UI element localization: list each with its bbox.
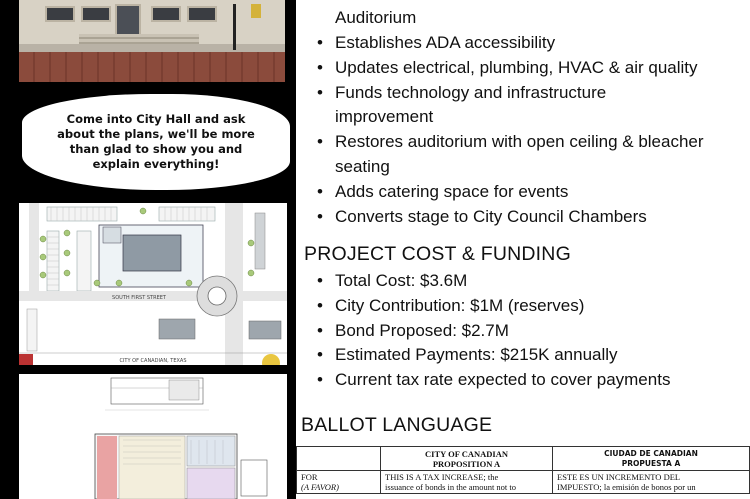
cost-item: • Current tax rate expected to cover payments xyxy=(314,368,670,393)
left-column xyxy=(0,0,296,499)
city-hall-photo xyxy=(19,0,285,82)
street-label: SOUTH FIRST STREET xyxy=(112,295,166,301)
feature-item: • Converts stage to City Council Chambers xyxy=(314,205,750,230)
ballot-text-english xyxy=(381,471,553,494)
ballot-header-spanish-line1: CIUDAD DE CANADIAN xyxy=(604,449,698,458)
cost-item: • City Contribution: $1M (reserves) xyxy=(314,294,670,319)
ballot-text-spanish-line2: IMPUESTO; la emisión de bonos por un xyxy=(557,482,696,492)
ballot-for-cell xyxy=(297,471,381,494)
feature-item: • Restores auditorium with open ceiling & bleacher seating xyxy=(314,130,750,180)
ballot-for-label-spanish: (A FAVOR) xyxy=(301,482,339,492)
ballot-header-english-line2: PROPOSITION A xyxy=(432,459,501,469)
ballot-header-spanish-line2: PROPUESTA A xyxy=(621,459,681,468)
ballot-header-english xyxy=(381,447,553,471)
ballot-header-english-line1: CITY OF CANADIAN xyxy=(425,449,508,459)
floor-plan-drawing xyxy=(19,374,287,499)
callout-bubble xyxy=(22,94,290,190)
ballot-empty-cell xyxy=(297,447,381,471)
callout-text: Come into City Hall and ask about the plans, we'll be more than glad to show you and explain everything! xyxy=(57,112,255,171)
ballot-text-spanish xyxy=(553,471,750,494)
ballot-header-spanish xyxy=(553,447,750,471)
cost-item: • Estimated Payments: $215K annually xyxy=(314,343,670,368)
feature-item: • Establishes ADA accessibility xyxy=(314,31,750,56)
ballot-text-english-line1: THIS IS A TAX INCREASE; the xyxy=(385,472,499,482)
cost-item: • Total Cost: $3.6M xyxy=(314,269,670,294)
ballot-table xyxy=(296,446,750,494)
right-column xyxy=(296,0,750,499)
feature-item: • Updates electrical, plumbing, HVAC & air quality xyxy=(314,56,750,81)
cost-list xyxy=(314,269,670,393)
ballot-section-title: BALLOT LANGUAGE xyxy=(301,414,493,436)
ballot-text-spanish-line1: ESTE ES UN INCREMENTO DEL xyxy=(557,472,681,482)
ballot-for-label: FOR xyxy=(301,472,318,482)
cost-item: • Bond Proposed: $2.7M xyxy=(314,319,670,344)
feature-item: • Funds technology and infrastructure improvement xyxy=(314,81,654,131)
site-plan-caption: CITY OF CANADIAN, TEXAS xyxy=(119,358,187,364)
features-list xyxy=(314,31,750,229)
feature-item: • Adds catering space for events xyxy=(314,180,750,205)
ballot-text-english-line2: issuance of bonds in the amount not to xyxy=(385,482,517,492)
site-plan-drawing xyxy=(19,203,287,365)
cost-section-title: PROJECT COST & FUNDING xyxy=(304,243,571,265)
feature-item-fragment: Auditorium xyxy=(335,8,417,27)
